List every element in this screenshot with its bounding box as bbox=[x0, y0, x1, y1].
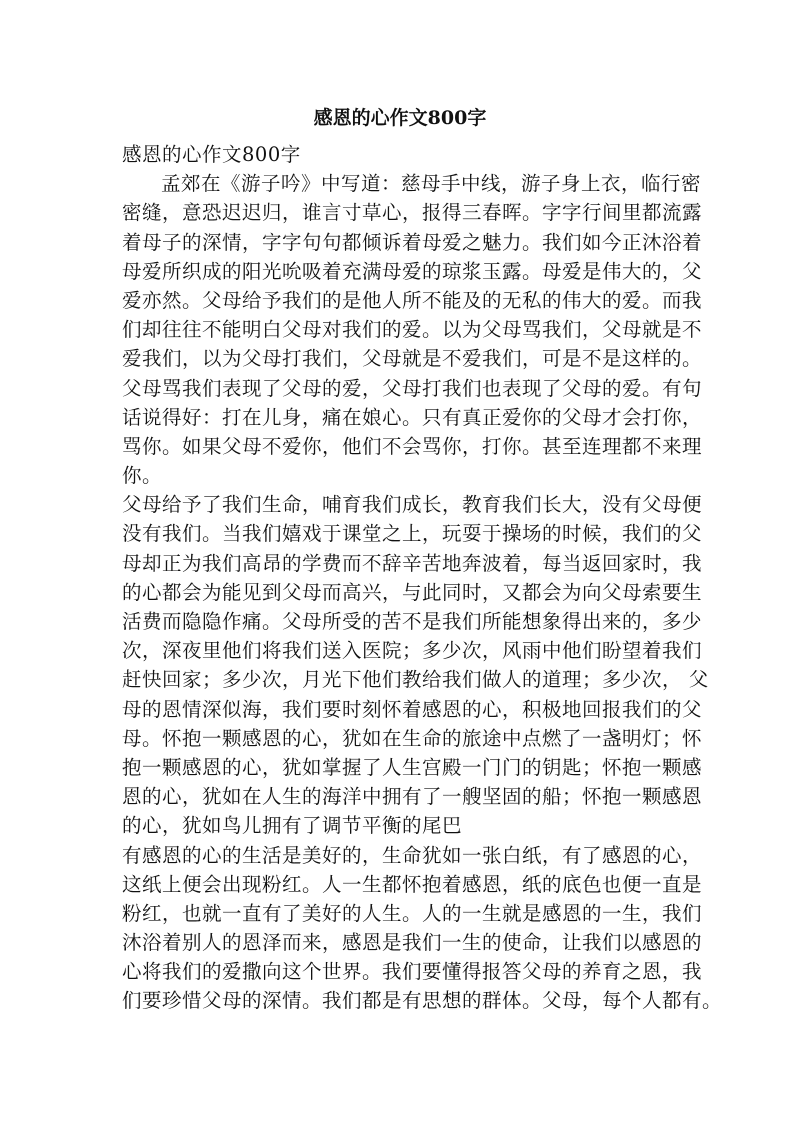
text-line: 母。怀抱一颗感恩的心，犹如在生命的旅途中点燃了一盏明灯；怀 bbox=[122, 726, 703, 750]
text-line: 的心，犹如鸟儿拥有了调节平衡的尾巴 bbox=[122, 814, 463, 838]
document-subtitle: 感恩的心作文800字 bbox=[122, 143, 301, 166]
text-line: 爱我们，以为父母打我们，父母就是不爱我们，可是不是这样的。 bbox=[122, 347, 703, 371]
text-line: 心将我们的爱撒向这个世界。我们要懂得报答父母的养育之恩，我 bbox=[122, 960, 703, 984]
text-line: 沐浴着别人的恩泽而来，感恩是我们一生的使命，让我们以感恩的 bbox=[122, 931, 703, 955]
text-line: 次，深夜里他们将我们送入医院；多少次，风雨中他们盼望着我们 bbox=[122, 639, 703, 663]
text-line: 骂你。如果父母不爱你，他们不会骂你，打你。甚至连理都不来理 bbox=[122, 434, 703, 458]
text-line: 粉红，也就一直有了美好的人生。人的一生就是感恩的一生，我们 bbox=[122, 901, 703, 925]
text-line: 抱一颗感恩的心，犹如掌握了人生宫殿一门门的钥匙；怀抱一颗感 bbox=[122, 755, 703, 779]
text-line: 的心都会为能见到父母而高兴，与此同时，又都会为向父母索要生 bbox=[122, 580, 703, 604]
text-line: 爱亦然。父母给予我们的是他人所不能及的无私的伟大的爱。而我 bbox=[122, 288, 703, 312]
text-line: 活费而隐隐作痛。父母所受的苦不是我们所能想象得出来的，多少 bbox=[122, 610, 703, 633]
text-line: 话说得好：打在儿身，痛在娘心。只有真正爱你的父母才会打你， bbox=[122, 405, 703, 429]
text-line: 们要珍惜父母的深情。我们都是有思想的群体。父母，每个人都有。 bbox=[122, 989, 723, 1013]
document-body bbox=[122, 140, 723, 1016]
text-line: 母却正为我们高昂的学费而不辞辛苦地奔波着，每当返回家时，我 bbox=[122, 551, 703, 575]
text-line: 着母子的深情，字字句句都倾诉着母爱之魅力。我们如今正沐浴着 bbox=[122, 230, 703, 254]
text-line: 母的恩情深似海，我们要时刻怀着感恩的心，积极地回报我们的父 bbox=[122, 697, 703, 721]
text-line: 们却往往不能明白父母对我们的爱。以为父母骂我们，父母就是不 bbox=[122, 318, 703, 342]
text-line: 密缝，意恐迟迟归，谁言寸草心，报得三春晖。字字行间里都流露 bbox=[122, 201, 703, 225]
text-line: 有感恩的心的生活是美好的，生命犹如一张白纸，有了感恩的心， bbox=[122, 843, 703, 867]
text-line: 赶快回家；多少次，月光下他们教给我们做人的道理；多少次， 父 bbox=[122, 668, 709, 692]
text-line: 孟郊在《游子吟》中写道：慈母手中线，游子身上衣，临行密 bbox=[161, 172, 702, 196]
text-line: 这纸上便会出现粉红。人一生都怀抱着感恩，纸的底色也便一直是 bbox=[122, 872, 703, 896]
document-title: 感恩的心作文800字 bbox=[313, 107, 487, 129]
text-line: 没有我们。当我们嬉戏于课堂之上，玩耍于操场的时候，我们的父 bbox=[122, 522, 703, 546]
text-line: 恩的心，犹如在人生的海洋中拥有了一艘坚固的船；怀抱一颗感恩 bbox=[122, 785, 703, 809]
text-line: 父母给予了我们生命，哺育我们成长，教育我们长大，没有父母便 bbox=[122, 493, 703, 517]
text-line: 父母骂我们表现了父母的爱，父母打我们也表现了父母的爱。有句 bbox=[122, 376, 703, 400]
text-line: 你。 bbox=[122, 464, 163, 488]
text-line: 母爱所织成的阳光吮吸着充满母爱的琼浆玉露。母爱是伟大的，父 bbox=[122, 259, 703, 283]
